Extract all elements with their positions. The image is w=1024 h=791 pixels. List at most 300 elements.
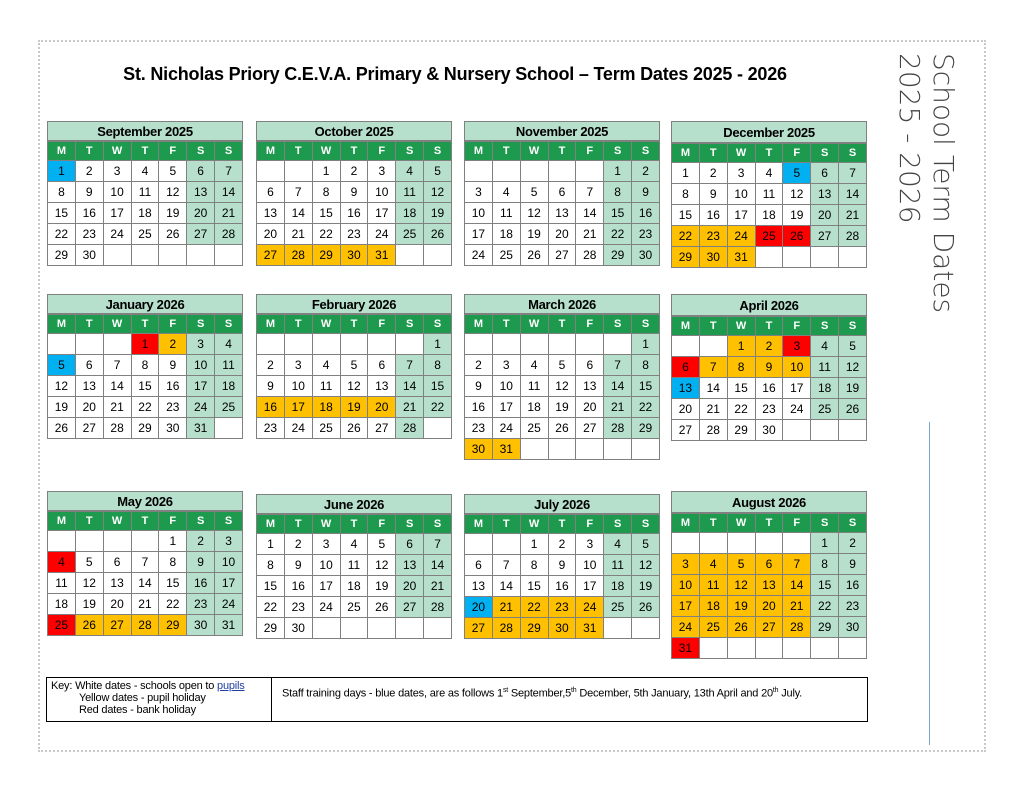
day-cell: 16 xyxy=(548,576,576,597)
empty-cell xyxy=(396,334,424,355)
month-table xyxy=(464,514,660,639)
day-cell: 17 xyxy=(368,203,396,224)
day-cell: 22 xyxy=(727,399,755,420)
day-cell: 25 xyxy=(492,245,520,266)
weekday-header: F xyxy=(368,515,396,534)
day-cell: 28 xyxy=(604,418,632,439)
day-cell: 3 xyxy=(576,534,604,555)
weekday-header: M xyxy=(48,315,76,334)
day-cell: 11 xyxy=(48,573,76,594)
day-cell: 3 xyxy=(727,163,755,184)
day-cell: 25 xyxy=(811,399,839,420)
weekday-header: M xyxy=(465,315,493,334)
day-cell: 17 xyxy=(215,573,243,594)
month-calendar xyxy=(464,121,660,266)
weekday-header: T xyxy=(492,515,520,534)
day-cell: 2 xyxy=(257,355,285,376)
weekday-header: M xyxy=(257,142,285,161)
weekday-header: S xyxy=(604,142,632,161)
week-row xyxy=(257,182,452,203)
day-cell: 24 xyxy=(727,226,755,247)
day-cell: 5 xyxy=(340,355,368,376)
day-cell: 28 xyxy=(424,597,452,618)
day-cell: 26 xyxy=(368,597,396,618)
day-cell: 6 xyxy=(811,163,839,184)
day-cell: 8 xyxy=(727,357,755,378)
day-cell: 31 xyxy=(727,247,755,268)
week-row xyxy=(672,205,867,226)
week-row xyxy=(48,182,243,203)
empty-cell xyxy=(396,245,424,266)
weekday-header: W xyxy=(520,142,548,161)
day-cell: 7 xyxy=(215,161,243,182)
day-cell: 10 xyxy=(312,555,340,576)
day-cell: 13 xyxy=(396,555,424,576)
day-cell: 25 xyxy=(48,615,76,636)
day-cell: 15 xyxy=(48,203,76,224)
day-cell: 21 xyxy=(839,205,867,226)
day-cell: 6 xyxy=(257,182,285,203)
staff-note-sup: th xyxy=(772,687,779,694)
staff-note-part: July. xyxy=(778,687,803,700)
week-row xyxy=(672,575,867,596)
key-prefix: Key: xyxy=(51,680,73,692)
month-title: February 2026 xyxy=(256,294,452,314)
month-title: December 2025 xyxy=(671,121,867,143)
weekday-header: F xyxy=(783,317,811,336)
day-cell: 27 xyxy=(187,224,215,245)
weekday-header: S xyxy=(215,512,243,531)
month-table xyxy=(464,141,660,266)
empty-cell xyxy=(465,334,493,355)
day-cell: 23 xyxy=(632,224,660,245)
empty-cell xyxy=(312,334,340,355)
day-cell: 27 xyxy=(576,418,604,439)
day-cell: 7 xyxy=(424,534,452,555)
week-row xyxy=(257,555,452,576)
day-cell: 8 xyxy=(604,182,632,203)
empty-cell xyxy=(257,334,285,355)
empty-cell xyxy=(187,245,215,266)
side-rule xyxy=(929,422,930,745)
weekday-header: S xyxy=(187,142,215,161)
day-cell: 5 xyxy=(75,552,103,573)
weekday-header: T xyxy=(131,315,159,334)
day-cell: 4 xyxy=(340,534,368,555)
day-cell: 4 xyxy=(131,161,159,182)
day-cell: 11 xyxy=(520,376,548,397)
month-title: May 2026 xyxy=(47,491,243,511)
weekday-header: W xyxy=(727,317,755,336)
day-cell: 30 xyxy=(548,618,576,639)
empty-cell xyxy=(783,420,811,441)
day-cell: 12 xyxy=(632,555,660,576)
month-title: September 2025 xyxy=(47,121,243,141)
day-cell: 16 xyxy=(755,378,783,399)
day-cell: 24 xyxy=(215,594,243,615)
weekday-header: S xyxy=(839,317,867,336)
empty-cell xyxy=(75,531,103,552)
day-cell: 14 xyxy=(131,573,159,594)
week-row xyxy=(48,161,243,182)
day-cell: 21 xyxy=(215,203,243,224)
weekday-header: S xyxy=(839,144,867,163)
week-row xyxy=(465,182,660,203)
day-cell: 14 xyxy=(215,182,243,203)
day-cell: 15 xyxy=(520,576,548,597)
empty-cell xyxy=(699,638,727,659)
day-cell: 3 xyxy=(672,554,700,575)
day-cell: 8 xyxy=(811,554,839,575)
day-cell: 16 xyxy=(284,576,312,597)
staff-note-part: Staff training days - blue dates, are as follows 1 xyxy=(282,687,503,700)
day-cell: 24 xyxy=(576,597,604,618)
day-cell: 5 xyxy=(159,161,187,182)
key-white-link[interactable]: pupils xyxy=(217,680,245,692)
week-row xyxy=(672,247,867,268)
staff-note-sup: th xyxy=(571,687,577,694)
day-cell: 5 xyxy=(424,161,452,182)
day-cell: 15 xyxy=(632,376,660,397)
day-cell: 27 xyxy=(672,420,700,441)
empty-cell xyxy=(465,161,493,182)
day-cell: 19 xyxy=(368,576,396,597)
day-cell: 23 xyxy=(755,399,783,420)
empty-cell xyxy=(465,534,493,555)
week-row xyxy=(257,397,452,418)
weekday-header: F xyxy=(576,142,604,161)
day-cell: 26 xyxy=(48,418,76,439)
day-cell: 9 xyxy=(159,355,187,376)
month-calendar xyxy=(47,294,243,439)
week-row xyxy=(48,552,243,573)
day-cell: 13 xyxy=(548,203,576,224)
weekday-header: T xyxy=(492,142,520,161)
day-cell: 29 xyxy=(131,418,159,439)
weekday-header: S xyxy=(839,514,867,533)
day-cell: 19 xyxy=(159,203,187,224)
staff-training-note xyxy=(272,678,812,721)
day-cell: 15 xyxy=(131,376,159,397)
empty-cell xyxy=(548,334,576,355)
day-cell: 22 xyxy=(48,224,76,245)
day-cell: 31 xyxy=(187,418,215,439)
empty-cell xyxy=(340,618,368,639)
week-row xyxy=(465,224,660,245)
weekday-header: F xyxy=(576,315,604,334)
key-yellow: Yellow dates - pupil holiday xyxy=(79,692,206,704)
day-cell: 20 xyxy=(672,399,700,420)
day-cell: 30 xyxy=(187,615,215,636)
weekday-header: T xyxy=(699,317,727,336)
day-cell: 18 xyxy=(215,376,243,397)
empty-cell xyxy=(811,420,839,441)
day-cell: 10 xyxy=(368,182,396,203)
day-cell: 20 xyxy=(576,397,604,418)
day-cell: 20 xyxy=(368,397,396,418)
weekday-header: M xyxy=(48,512,76,531)
day-cell: 14 xyxy=(284,203,312,224)
day-cell: 10 xyxy=(783,357,811,378)
weekday-header: T xyxy=(284,315,312,334)
day-cell: 19 xyxy=(340,397,368,418)
day-cell: 3 xyxy=(492,355,520,376)
day-cell: 26 xyxy=(75,615,103,636)
weekday-header: M xyxy=(465,515,493,534)
day-cell: 13 xyxy=(75,376,103,397)
week-row xyxy=(257,224,452,245)
day-cell: 7 xyxy=(604,355,632,376)
month-title: July 2026 xyxy=(464,494,660,514)
empty-cell xyxy=(284,161,312,182)
day-cell: 12 xyxy=(727,575,755,596)
day-cell: 23 xyxy=(257,418,285,439)
empty-cell xyxy=(811,638,839,659)
day-cell: 21 xyxy=(424,576,452,597)
weekday-header: S xyxy=(396,515,424,534)
day-cell: 19 xyxy=(520,224,548,245)
day-cell: 21 xyxy=(699,399,727,420)
week-row xyxy=(672,336,867,357)
day-cell: 21 xyxy=(284,224,312,245)
day-cell: 21 xyxy=(604,397,632,418)
day-cell: 6 xyxy=(368,355,396,376)
day-cell: 12 xyxy=(48,376,76,397)
month-calendar xyxy=(671,491,867,659)
week-row xyxy=(48,594,243,615)
day-cell: 3 xyxy=(215,531,243,552)
day-cell: 31 xyxy=(492,439,520,460)
side-title xyxy=(892,53,960,313)
day-cell: 16 xyxy=(632,203,660,224)
empty-cell xyxy=(755,638,783,659)
day-cell: 3 xyxy=(103,161,131,182)
day-cell: 12 xyxy=(783,184,811,205)
day-cell: 9 xyxy=(257,376,285,397)
empty-cell xyxy=(576,161,604,182)
staff-note-sup: st xyxy=(502,687,508,694)
day-cell: 5 xyxy=(368,534,396,555)
weekday-header: S xyxy=(215,142,243,161)
weekday-header: S xyxy=(424,315,452,334)
day-cell: 27 xyxy=(103,615,131,636)
week-row xyxy=(257,618,452,639)
day-cell: 31 xyxy=(215,615,243,636)
day-cell: 23 xyxy=(839,596,867,617)
day-cell: 12 xyxy=(548,376,576,397)
month-calendar xyxy=(256,294,452,439)
day-cell: 5 xyxy=(520,182,548,203)
empty-cell xyxy=(492,534,520,555)
day-cell: 24 xyxy=(103,224,131,245)
empty-cell xyxy=(604,334,632,355)
day-cell: 7 xyxy=(699,357,727,378)
empty-cell xyxy=(576,439,604,460)
month-title: November 2025 xyxy=(464,121,660,141)
day-cell: 22 xyxy=(159,594,187,615)
week-row xyxy=(48,355,243,376)
empty-cell xyxy=(520,334,548,355)
day-cell: 24 xyxy=(465,245,493,266)
day-cell: 9 xyxy=(340,182,368,203)
day-cell: 28 xyxy=(396,418,424,439)
day-cell: 6 xyxy=(103,552,131,573)
empty-cell xyxy=(783,247,811,268)
empty-cell xyxy=(839,638,867,659)
day-cell: 1 xyxy=(131,334,159,355)
empty-cell xyxy=(811,247,839,268)
week-row xyxy=(672,226,867,247)
day-cell: 3 xyxy=(312,534,340,555)
day-cell: 16 xyxy=(340,203,368,224)
day-cell: 2 xyxy=(75,161,103,182)
day-cell: 18 xyxy=(396,203,424,224)
empty-cell xyxy=(727,638,755,659)
month-calendar xyxy=(256,494,452,639)
day-cell: 4 xyxy=(520,355,548,376)
day-cell: 16 xyxy=(187,573,215,594)
weekday-header: F xyxy=(783,144,811,163)
day-cell: 30 xyxy=(340,245,368,266)
week-row xyxy=(465,418,660,439)
empty-cell xyxy=(492,334,520,355)
day-cell: 10 xyxy=(492,376,520,397)
month-calendar xyxy=(671,121,867,268)
day-cell: 9 xyxy=(548,555,576,576)
day-cell: 18 xyxy=(492,224,520,245)
empty-cell xyxy=(103,531,131,552)
key-white: White dates - schools open to xyxy=(75,680,218,692)
day-cell: 27 xyxy=(396,597,424,618)
day-cell: 14 xyxy=(576,203,604,224)
empty-cell xyxy=(727,533,755,554)
day-cell: 27 xyxy=(75,418,103,439)
empty-cell xyxy=(424,618,452,639)
weekday-header: W xyxy=(103,142,131,161)
day-cell: 28 xyxy=(215,224,243,245)
day-cell: 4 xyxy=(604,534,632,555)
day-cell: 13 xyxy=(368,376,396,397)
day-cell: 10 xyxy=(215,552,243,573)
day-cell: 8 xyxy=(159,552,187,573)
weekday-header: F xyxy=(159,142,187,161)
weekday-header: S xyxy=(811,514,839,533)
day-cell: 25 xyxy=(755,226,783,247)
empty-cell xyxy=(215,245,243,266)
day-cell: 10 xyxy=(672,575,700,596)
day-cell: 9 xyxy=(187,552,215,573)
month-title: October 2025 xyxy=(256,121,452,141)
day-cell: 15 xyxy=(811,575,839,596)
day-cell: 7 xyxy=(396,355,424,376)
day-cell: 4 xyxy=(811,336,839,357)
week-row xyxy=(465,376,660,397)
day-cell: 4 xyxy=(215,334,243,355)
weekday-header: S xyxy=(396,315,424,334)
day-cell: 12 xyxy=(839,357,867,378)
day-cell: 9 xyxy=(284,555,312,576)
week-row xyxy=(672,533,867,554)
day-cell: 6 xyxy=(576,355,604,376)
day-cell: 25 xyxy=(604,597,632,618)
empty-cell xyxy=(699,336,727,357)
empty-cell xyxy=(312,618,340,639)
weekday-header: M xyxy=(672,317,700,336)
day-cell: 6 xyxy=(396,534,424,555)
day-cell: 13 xyxy=(672,378,700,399)
weekday-header: M xyxy=(48,142,76,161)
day-cell: 5 xyxy=(632,534,660,555)
week-row xyxy=(465,334,660,355)
day-cell: 11 xyxy=(755,184,783,205)
day-cell: 9 xyxy=(839,554,867,575)
day-cell: 29 xyxy=(257,618,285,639)
day-cell: 22 xyxy=(257,597,285,618)
day-cell: 15 xyxy=(672,205,700,226)
day-cell: 8 xyxy=(520,555,548,576)
day-cell: 17 xyxy=(103,203,131,224)
day-cell: 23 xyxy=(284,597,312,618)
weekday-header: W xyxy=(727,144,755,163)
day-cell: 9 xyxy=(465,376,493,397)
weekday-header: T xyxy=(284,142,312,161)
empty-cell xyxy=(604,618,632,639)
staff-note-part: September,5 xyxy=(507,687,572,700)
day-cell: 17 xyxy=(672,596,700,617)
month-title: January 2026 xyxy=(47,294,243,314)
day-cell: 6 xyxy=(672,357,700,378)
day-cell: 27 xyxy=(548,245,576,266)
day-cell: 25 xyxy=(215,397,243,418)
empty-cell xyxy=(755,533,783,554)
day-cell: 23 xyxy=(159,397,187,418)
day-cell: 2 xyxy=(340,161,368,182)
week-row xyxy=(672,357,867,378)
day-cell: 26 xyxy=(632,597,660,618)
day-cell: 1 xyxy=(632,334,660,355)
empty-cell xyxy=(257,161,285,182)
month-title: June 2026 xyxy=(256,494,452,514)
weekday-header: S xyxy=(632,315,660,334)
weekday-header: T xyxy=(548,142,576,161)
empty-cell xyxy=(783,533,811,554)
day-cell: 10 xyxy=(103,182,131,203)
day-cell: 13 xyxy=(187,182,215,203)
day-cell: 10 xyxy=(284,376,312,397)
day-cell: 8 xyxy=(131,355,159,376)
day-cell: 2 xyxy=(284,534,312,555)
day-cell: 17 xyxy=(783,378,811,399)
day-cell: 11 xyxy=(215,355,243,376)
weekday-header: S xyxy=(811,317,839,336)
month-title: April 2026 xyxy=(671,294,867,316)
day-cell: 10 xyxy=(576,555,604,576)
day-cell: 19 xyxy=(632,576,660,597)
weekday-header: T xyxy=(340,515,368,534)
empty-cell xyxy=(839,247,867,268)
day-cell: 2 xyxy=(465,355,493,376)
day-cell: 5 xyxy=(783,163,811,184)
day-cell: 26 xyxy=(520,245,548,266)
day-cell: 18 xyxy=(604,576,632,597)
weekday-header: W xyxy=(103,512,131,531)
week-row xyxy=(257,597,452,618)
weekday-header: F xyxy=(159,315,187,334)
day-cell: 9 xyxy=(632,182,660,203)
week-row xyxy=(48,245,243,266)
day-cell: 12 xyxy=(424,182,452,203)
weekday-header: S xyxy=(604,315,632,334)
